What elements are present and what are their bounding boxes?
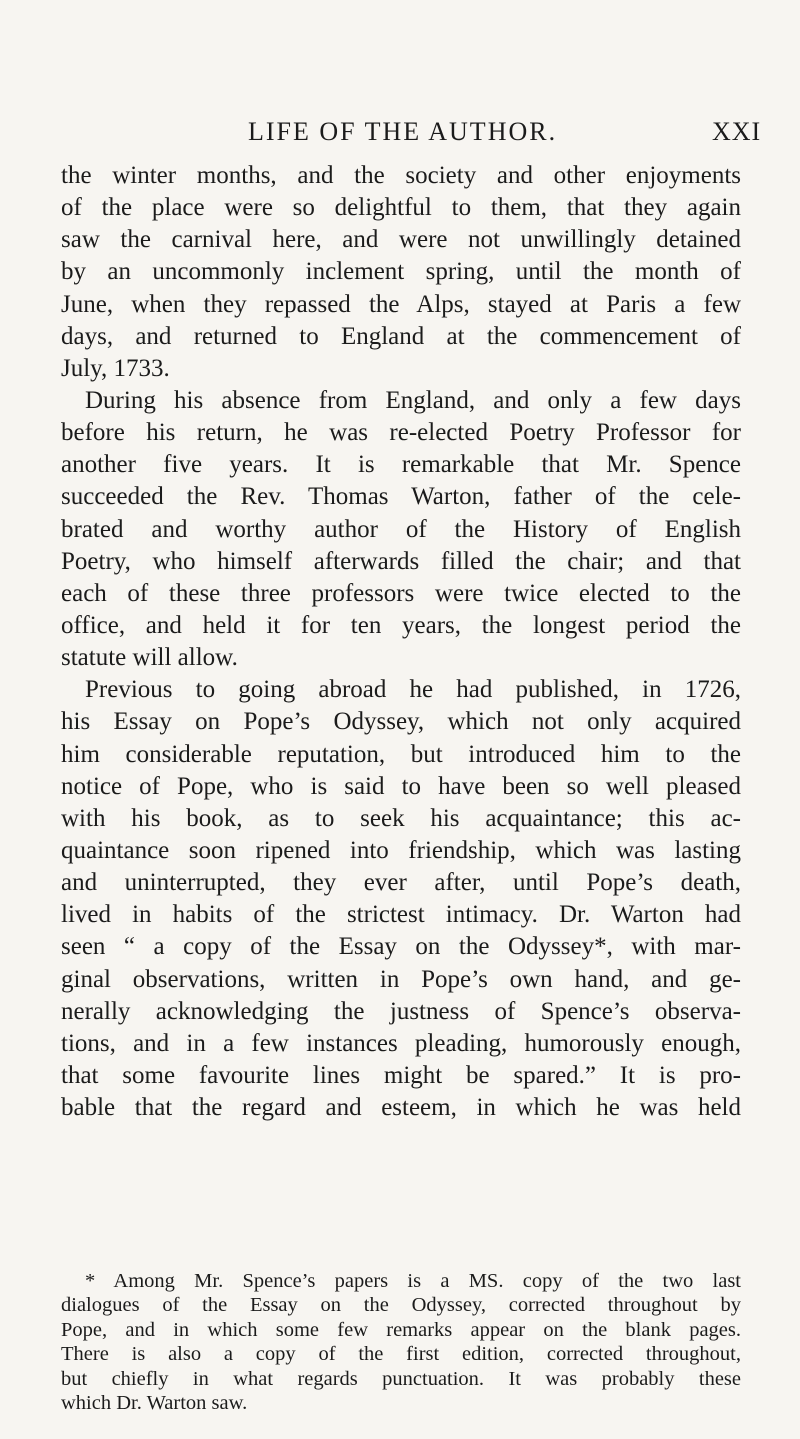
- body-line: quaintance soon ripened into friendship, which was lasting: [61, 836, 741, 864]
- body-line: before his return, he was re-elected Poetry Professor for: [61, 419, 741, 447]
- body-line: Poetry, who himself afterwards filled the chair; and that: [61, 547, 741, 575]
- body-line: brated and worthy author of the History of English: [61, 515, 741, 543]
- body-line: office, and held it for ten years, the longest period the: [61, 611, 741, 639]
- body-line: his Essay on Pope’s Odyssey, which not only acquired: [61, 708, 741, 736]
- body-line: June, when they repassed the Alps, stayed at Paris a few: [61, 290, 741, 318]
- body-line: statute will allow.: [61, 644, 238, 672]
- body-line: saw the carnival here, and were not unwillingly detained: [61, 226, 741, 254]
- footnote-line: Pope, and in which some few remarks appear on the blank pages.: [61, 1318, 741, 1341]
- paragraph-start-line: During his absence from England, and only a few days: [85, 386, 741, 414]
- body-line: bable that the regard and esteem, in which he was held: [61, 1094, 741, 1122]
- body-line: that some favourite lines might be spared.” It is pro-: [61, 1061, 741, 1089]
- body-text: [61, 160, 741, 1124]
- body-line: succeeded the Rev. Thomas Warton, father of the cele-: [61, 483, 741, 511]
- body-line: tions, and in a few instances pleading, humorously enough,: [61, 1029, 741, 1057]
- body-line: him considerable reputation, but introduced him to the: [61, 740, 741, 768]
- running-head-title: LIFE OF THE AUTHOR.: [248, 117, 558, 146]
- body-line: each of these three professors were twice elected to the: [61, 579, 741, 607]
- body-line: and uninterrupted, they ever after, until Pope’s death,: [61, 869, 741, 897]
- body-line: ginal observations, written in Pope’s own hand, and ge-: [61, 965, 741, 993]
- body-line: another five years. It is remarkable that Mr. Spence: [61, 451, 741, 479]
- footnote-line: dialogues of the Essay on the Odyssey, corrected throughout by: [61, 1294, 741, 1317]
- body-line: of the place were so delightful to them, that they again: [61, 194, 741, 222]
- page-number: XXI: [712, 117, 762, 146]
- body-line: lived in habits of the strictest intimacy. Dr. Warton had: [61, 901, 741, 929]
- body-line: days, and returned to England at the commencement of: [61, 322, 741, 350]
- body-line: July, 1733.: [61, 354, 170, 382]
- body-line: by an uncommonly inclement spring, until the month of: [61, 258, 741, 286]
- footnote-line: which Dr. Warton saw.: [61, 1391, 248, 1414]
- body-line: notice of Pope, who is said to have been so well pleased: [61, 772, 741, 800]
- body-line: the winter months, and the society and other enjoyments: [61, 162, 741, 189]
- body-line: nerally acknowledging the justness of Spence’s observa-: [61, 997, 741, 1025]
- paragraph-start-line: Previous to going abroad he had published, in 1726,: [85, 676, 741, 704]
- footnote-line: * Among Mr. Spence’s papers is a MS. copy of the two last: [85, 1270, 741, 1292]
- body-line: seen “ a copy of the Essay on the Odyssey*, with mar-: [61, 933, 741, 961]
- footnote-line: There is also a copy of the first edition, corrected throughout,: [61, 1343, 741, 1366]
- body-line: with his book, as to seek his acquaintance; this ac-: [61, 804, 741, 832]
- footnote-line: but chiefly in what regards punctuation. It was probably these: [61, 1367, 741, 1390]
- footnote: [61, 1269, 741, 1415]
